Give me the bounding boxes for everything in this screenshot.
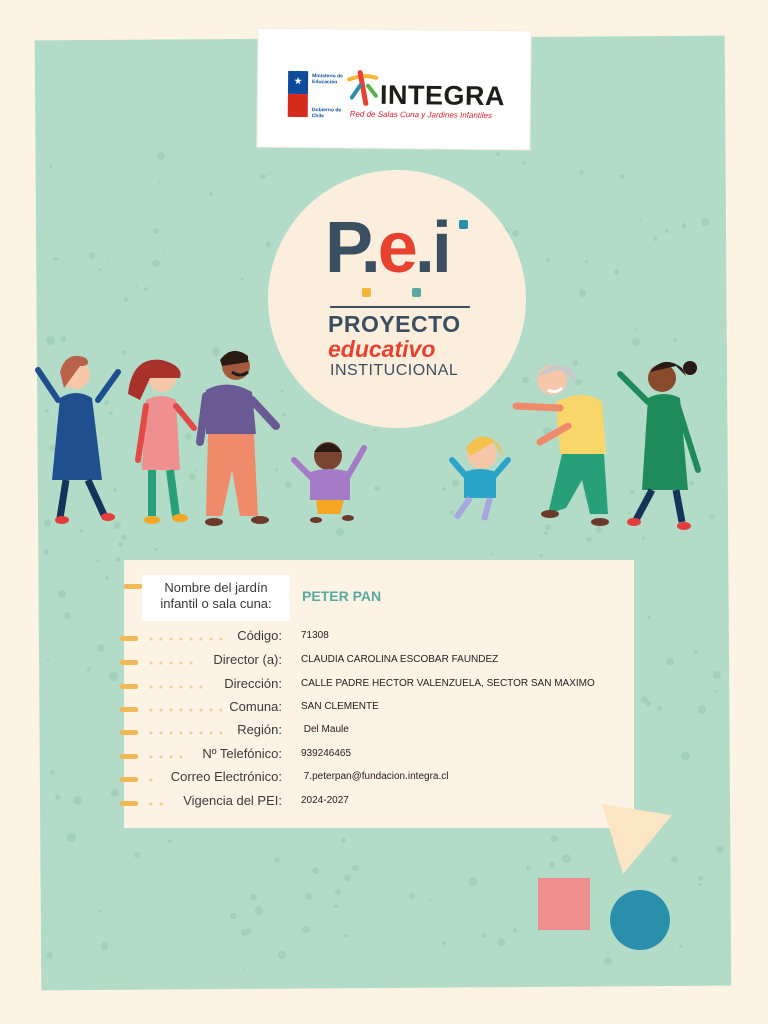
speckle [653,236,658,241]
speckle [47,658,50,661]
speckle [585,260,588,263]
integra-tagline: Red de Salas Cuna y Jardines Infantiles [349,109,493,121]
row-tab [124,584,142,589]
ministry-line: Educación [312,79,338,86]
row-label: Correo Electrónico: [170,769,282,784]
pei-line-proyecto: PROYECTO [328,311,461,337]
people-illustration [0,330,768,540]
speckle [469,877,478,886]
pei-letter-p: P [325,208,361,288]
pei-letter-i: i [431,208,449,288]
speckle [334,905,337,908]
speckle [55,795,60,800]
child-icon [294,442,364,523]
speckle [409,893,415,899]
decor-square [538,878,590,930]
row-value: 7.peterpan@fundacion.integra.cl [301,771,449,782]
woman-green-icon [620,361,698,530]
ministry-footer: Gobierno de Chile [311,107,342,120]
row-value: 2024-2027 [301,795,349,806]
speckle [579,289,587,297]
speckle [562,854,571,863]
speckle [549,862,556,869]
speckle [681,752,690,761]
speckle [73,796,82,805]
row-label: Región: [237,722,282,737]
school-label: Nombre del jardín infantil o sala cuna: [160,580,272,611]
man-purple-icon [200,351,276,526]
row-value: 71308 [301,630,329,641]
row-value: Del Maule [301,724,349,735]
speckle [657,706,662,711]
ministry-text [311,73,348,120]
speckle [344,934,347,937]
speckle [260,174,265,179]
pei-dot [459,220,468,229]
speckle [701,218,709,226]
speckle [335,889,341,895]
speckle [682,223,686,227]
woman-waving-icon [38,356,118,524]
speckle [481,933,485,937]
speckle [539,554,543,558]
speckle [134,852,140,858]
pei-divider [330,306,470,308]
row-label: Dirección: [224,676,282,691]
speckle [665,229,668,232]
speckle [87,667,92,672]
grandfather-icon [516,365,609,526]
row-label: Código: [237,628,282,643]
speckle [521,953,523,955]
pei-dot [412,288,421,297]
speckle [105,576,109,580]
speckle [230,913,236,919]
speckle [679,945,682,948]
pei-title: P.e.i [325,208,449,288]
speckle [693,572,695,574]
pei-letter-e: e [377,208,415,288]
speckle [67,833,76,842]
row-label: Director (a): [213,652,282,667]
speckle [266,242,270,246]
woman-red-icon [128,360,194,524]
chile-government-logo-icon [288,71,308,117]
speckle [513,928,517,932]
row-value: SAN CLEMENTE [301,701,379,712]
speckle [698,705,707,714]
speckle [648,616,651,619]
speckle [641,696,648,703]
speckle [352,865,358,871]
speckle [496,152,499,155]
decor-circle [610,890,670,950]
speckle [305,893,312,900]
row-label: Comuna: [229,699,282,714]
row-value: CLAUDIA CAROLINA ESCOBAR FAUNDEZ [301,654,499,665]
speckle [44,549,49,554]
speckle [168,839,172,843]
speckle [158,181,161,184]
speckle [671,856,678,863]
speckle [442,941,446,945]
speckle [118,542,123,547]
speckle [152,260,160,268]
pei-line-educativo: educativo [328,336,436,362]
speckle [101,942,109,950]
pei-dot [362,288,371,297]
row-label: Nº Telefónico: [202,746,282,761]
speckle [108,260,110,262]
integra-wordmark: INTEGRA [379,79,506,112]
speckle [716,846,723,853]
pei-line-institucional: INSTITUCIONAL [330,362,459,379]
speckle [522,161,526,165]
row-value: CALLE PADRE HECTOR VALENZUELA, SECTOR SAN MAXIMO [301,678,595,689]
speckle [47,952,53,958]
school-name: PETER PAN [302,588,382,604]
speckle [666,658,674,666]
ministry-line: Ministerio de [312,73,344,80]
speckle [64,612,71,619]
logo-card [257,29,530,150]
girl-icon [452,436,508,520]
speckle [274,857,280,863]
speckle [713,671,721,679]
row-value: 939246465 [301,748,352,759]
integra-logo-icon [346,69,380,105]
speckle [526,865,530,869]
speckle [54,257,58,261]
speckle [267,173,269,175]
row-label: Vigencia del PEI: [183,793,282,808]
speckle [341,838,346,843]
speckle [344,874,351,881]
speckle [124,297,129,302]
speckle [604,957,611,964]
